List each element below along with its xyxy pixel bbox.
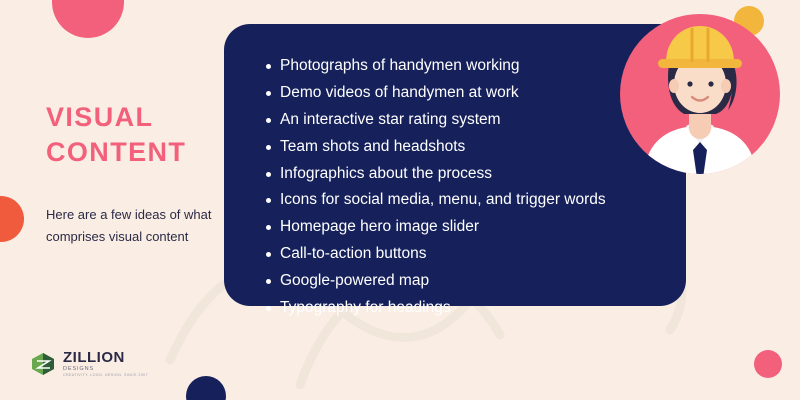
decorative-circle-orange-left [0, 196, 24, 242]
list-item: Photographs of handymen working [266, 58, 666, 74]
list-item: Typography for headings [266, 300, 666, 316]
list-item: Team shots and headshots [266, 139, 666, 155]
list-item: Google-powered map [266, 273, 666, 289]
left-column [46, 100, 226, 247]
list-item: Icons for social media, menu, and trigger words [266, 192, 666, 208]
avatar [620, 14, 780, 174]
content-card [224, 24, 686, 317]
logo-mark-icon [30, 351, 56, 377]
page-title: VISUAL CONTENT [46, 102, 187, 168]
list-item: Infographics about the process [266, 166, 666, 182]
logo-name: ZILLION [63, 348, 125, 366]
list-item: Call-to-action buttons [266, 246, 666, 262]
list-item: An interactive star rating system [266, 112, 666, 128]
logo-subname: DESIGNS [63, 365, 95, 372]
list-item: Demo videos of handymen at work [266, 85, 666, 101]
brand-logo [30, 350, 148, 378]
worker-illustration-icon [620, 14, 780, 174]
decorative-circle-pink-bottom [754, 350, 782, 378]
logo-tagline: CREATIVITY. LOGO. DESIGN. SINCE 2007 [63, 373, 148, 378]
list-item: Homepage hero image slider [266, 219, 666, 235]
decorative-circle-pink-top [52, 0, 124, 38]
logo-text [63, 350, 148, 378]
bullet-list [224, 24, 686, 316]
page-subtitle: Here are a few ideas of what comprises visual content [46, 207, 212, 244]
